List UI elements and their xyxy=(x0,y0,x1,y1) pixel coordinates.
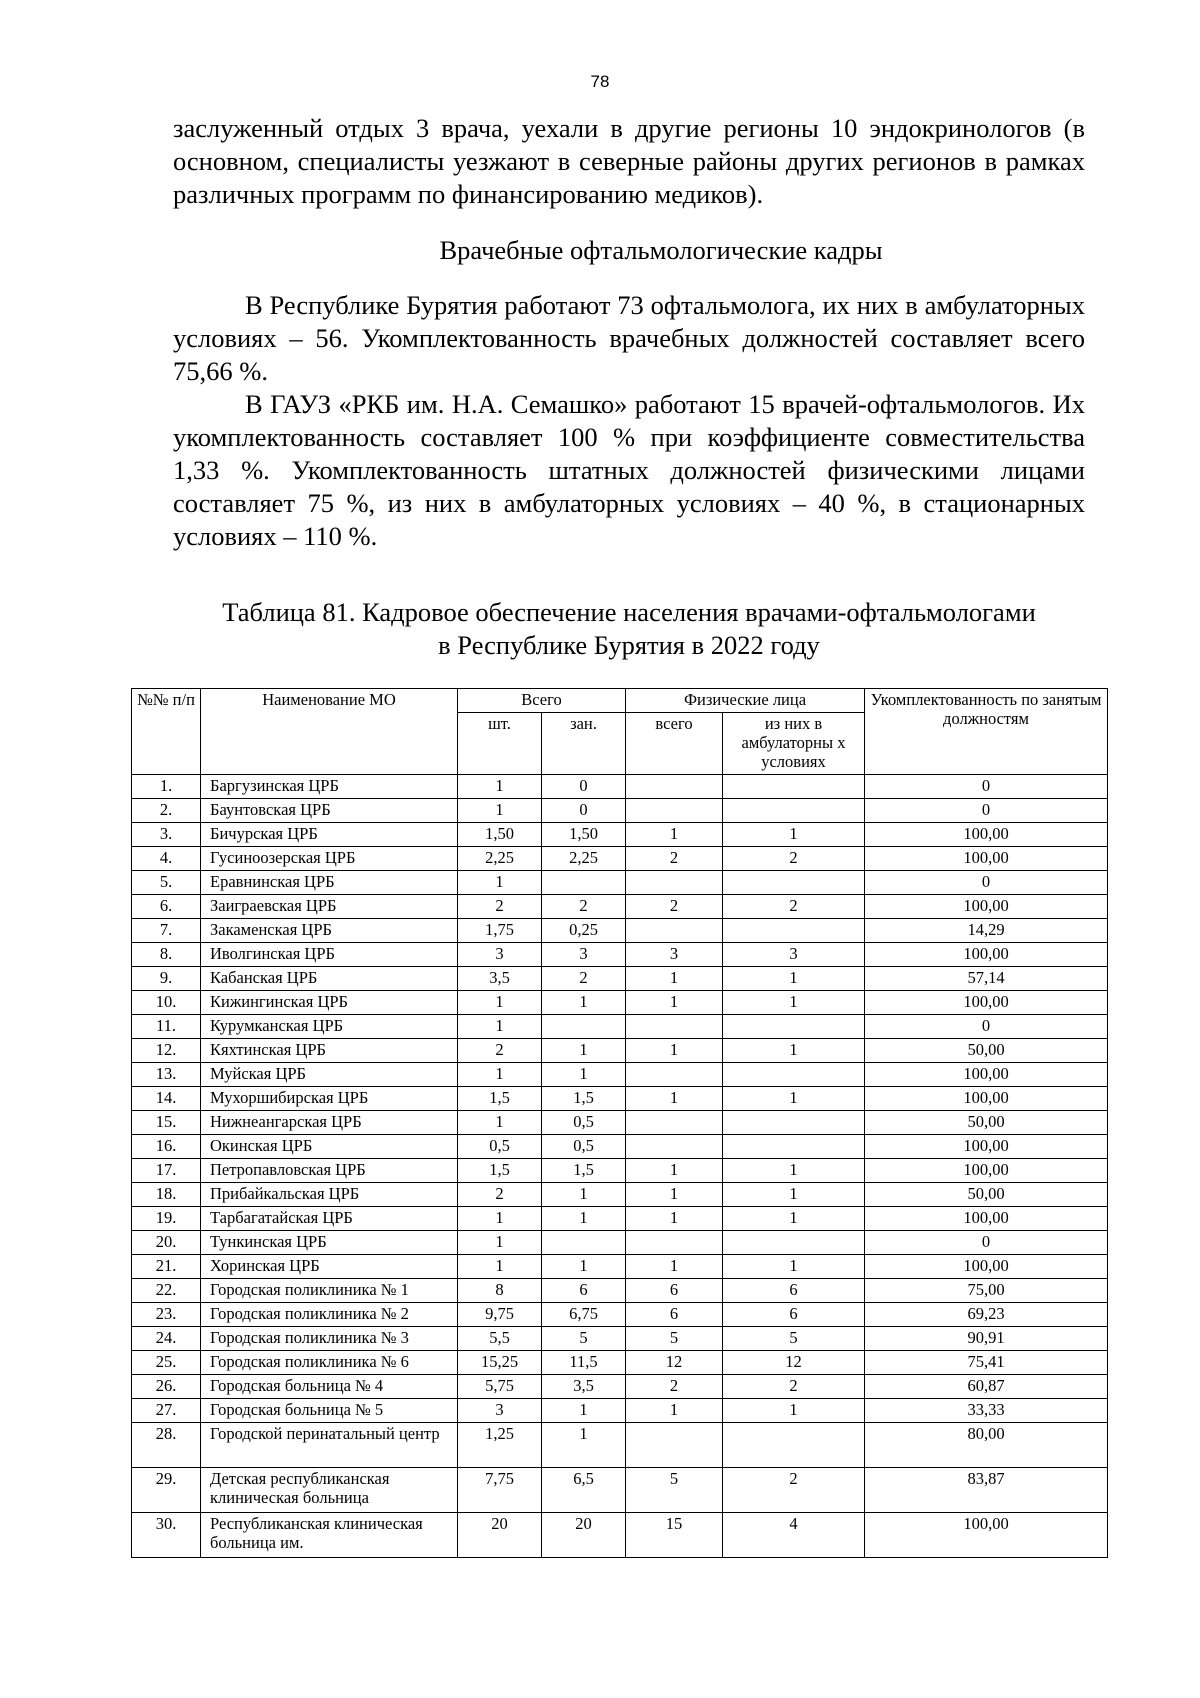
row-number: 27. xyxy=(132,1399,201,1423)
row-physical-all: 1 xyxy=(626,1039,723,1063)
row-total-occupied: 2 xyxy=(542,895,626,919)
row-number: 7. xyxy=(132,919,201,943)
row-physical-all xyxy=(626,799,723,823)
row-total-units: 1,50 xyxy=(458,823,542,847)
row-staffing-percent: 14,29 xyxy=(865,919,1108,943)
row-number: 13. xyxy=(132,1063,201,1087)
row-physical-all xyxy=(626,1423,723,1468)
section-heading: Врачебные офтальмологические кадры xyxy=(439,235,883,265)
table-row xyxy=(132,1375,1108,1399)
row-staffing-percent: 75,00 xyxy=(865,1279,1108,1303)
row-physical-ambulatory: 1 xyxy=(723,1039,865,1063)
row-physical-ambulatory xyxy=(723,1111,865,1135)
row-mo-name: Детская республиканская клиническая больница xyxy=(201,1468,458,1513)
row-total-occupied: 0 xyxy=(542,775,626,799)
row-number: 26. xyxy=(132,1375,201,1399)
row-staffing-percent: 50,00 xyxy=(865,1183,1108,1207)
row-physical-all xyxy=(626,1015,723,1039)
row-number: 16. xyxy=(132,1135,201,1159)
row-total-units: 1 xyxy=(458,1063,542,1087)
row-mo-name: Городская поликлиника № 6 xyxy=(201,1351,458,1375)
table-body xyxy=(132,775,1108,1558)
row-mo-name: Кижингинская ЦРБ xyxy=(201,991,458,1015)
row-staffing-percent: 0 xyxy=(865,1015,1108,1039)
row-number: 3. xyxy=(132,823,201,847)
row-staffing-percent: 50,00 xyxy=(865,1111,1108,1135)
row-total-occupied: 0,25 xyxy=(542,919,626,943)
row-mo-name: Хоринская ЦРБ xyxy=(201,1255,458,1279)
row-mo-name: Городской перинатальный центр xyxy=(201,1423,458,1468)
table-row xyxy=(132,991,1108,1015)
row-physical-ambulatory xyxy=(723,1231,865,1255)
row-staffing-percent: 69,23 xyxy=(865,1303,1108,1327)
table-row xyxy=(132,943,1108,967)
row-mo-name: Городская поликлиника № 1 xyxy=(201,1279,458,1303)
row-physical-ambulatory xyxy=(723,1063,865,1087)
row-staffing-percent: 100,00 xyxy=(865,847,1108,871)
table-row xyxy=(132,847,1108,871)
table-row xyxy=(132,871,1108,895)
row-number: 24. xyxy=(132,1327,201,1351)
row-total-units: 1 xyxy=(458,1015,542,1039)
row-total-units: 1 xyxy=(458,991,542,1015)
row-physical-ambulatory xyxy=(723,1015,865,1039)
row-staffing-percent: 57,14 xyxy=(865,967,1108,991)
row-staffing-percent: 100,00 xyxy=(865,1207,1108,1231)
row-total-units: 2,25 xyxy=(458,847,542,871)
row-total-units: 1 xyxy=(458,1231,542,1255)
row-number: 10. xyxy=(132,991,201,1015)
row-physical-all: 1 xyxy=(626,1399,723,1423)
row-mo-name: Окинская ЦРБ xyxy=(201,1135,458,1159)
row-total-units: 1,5 xyxy=(458,1087,542,1111)
row-total-occupied: 5 xyxy=(542,1327,626,1351)
table-row xyxy=(132,1303,1108,1327)
row-total-units: 1,75 xyxy=(458,919,542,943)
row-total-occupied xyxy=(542,1231,626,1255)
header-physical-persons: Физические лица xyxy=(626,689,865,713)
row-physical-all: 6 xyxy=(626,1303,723,1327)
row-mo-name: Республиканская клиническая больница им. xyxy=(201,1513,458,1558)
row-staffing-percent: 33,33 xyxy=(865,1399,1108,1423)
row-number: 4. xyxy=(132,847,201,871)
row-mo-name: Муйская ЦРБ xyxy=(201,1063,458,1087)
row-physical-all: 3 xyxy=(626,943,723,967)
table-row xyxy=(132,1087,1108,1111)
table-row xyxy=(132,1111,1108,1135)
table-row xyxy=(132,1399,1108,1423)
row-physical-ambulatory: 12 xyxy=(723,1351,865,1375)
row-number: 9. xyxy=(132,967,201,991)
row-total-occupied: 1 xyxy=(542,1255,626,1279)
row-total-units: 8 xyxy=(458,1279,542,1303)
row-total-units: 20 xyxy=(458,1513,542,1558)
table-row xyxy=(132,1015,1108,1039)
paragraph-rkb-semashko: В ГАУЗ «РКБ им. Н.А. Семашко» работают 15 врачей-офтальмологов. Их укомплектованность составляет 100 % при коэффициенте совместительства 1,33 %. Укомплектованность штатных должностей физическими лицами составляет 75 %, из них в амбулаторных условиях – 40 %, в стационарных условиях – 110 %. xyxy=(173,389,1085,551)
row-physical-ambulatory: 1 xyxy=(723,1087,865,1111)
row-physical-ambulatory: 2 xyxy=(723,847,865,871)
table-caption-line-2: в Республике Бурятия в 2022 году xyxy=(438,630,820,660)
document-body xyxy=(173,112,1085,662)
row-total-occupied xyxy=(542,871,626,895)
row-staffing-percent: 75,41 xyxy=(865,1351,1108,1375)
row-physical-ambulatory xyxy=(723,799,865,823)
row-mo-name: Баргузинская ЦРБ xyxy=(201,775,458,799)
row-number: 1. xyxy=(132,775,201,799)
table-row xyxy=(132,1063,1108,1087)
row-total-occupied: 0,5 xyxy=(542,1135,626,1159)
header-staffing: Укомплектованность по занятым должностям xyxy=(865,689,1108,775)
row-physical-ambulatory: 1 xyxy=(723,823,865,847)
row-number: 14. xyxy=(132,1087,201,1111)
table-row xyxy=(132,1279,1108,1303)
row-physical-ambulatory: 1 xyxy=(723,991,865,1015)
row-mo-name: Баунтовская ЦРБ xyxy=(201,799,458,823)
row-number: 18. xyxy=(132,1183,201,1207)
row-mo-name: Нижнеангарская ЦРБ xyxy=(201,1111,458,1135)
paragraph-continuation: заслуженный отдых 3 врача, уехали в другие регионы 10 эндокринологов (в основном, специалисты уезжают в северные районы других регионов в рамках различных программ по финансированию медиков). xyxy=(173,113,1085,209)
row-total-units: 1 xyxy=(458,1207,542,1231)
row-physical-all: 12 xyxy=(626,1351,723,1375)
row-number: 11. xyxy=(132,1015,201,1039)
row-physical-ambulatory xyxy=(723,1423,865,1468)
row-total-occupied: 1,50 xyxy=(542,823,626,847)
row-staffing-percent: 90,91 xyxy=(865,1327,1108,1351)
row-staffing-percent: 50,00 xyxy=(865,1039,1108,1063)
row-total-occupied xyxy=(542,1015,626,1039)
row-physical-ambulatory xyxy=(723,871,865,895)
row-physical-all: 1 xyxy=(626,1159,723,1183)
row-total-units: 1 xyxy=(458,871,542,895)
row-mo-name: Прибайкальская ЦРБ xyxy=(201,1183,458,1207)
row-mo-name: Городская поликлиника № 3 xyxy=(201,1327,458,1351)
row-number: 6. xyxy=(132,895,201,919)
row-physical-ambulatory: 3 xyxy=(723,943,865,967)
row-physical-all: 1 xyxy=(626,1183,723,1207)
row-number: 25. xyxy=(132,1351,201,1375)
row-total-units: 0,5 xyxy=(458,1135,542,1159)
row-physical-all xyxy=(626,1063,723,1087)
row-total-occupied: 6,75 xyxy=(542,1303,626,1327)
row-mo-name: Закаменская ЦРБ xyxy=(201,919,458,943)
table-row xyxy=(132,1327,1108,1351)
row-staffing-percent: 0 xyxy=(865,799,1108,823)
row-physical-ambulatory: 6 xyxy=(723,1303,865,1327)
row-staffing-percent: 60,87 xyxy=(865,1375,1108,1399)
row-physical-all xyxy=(626,871,723,895)
row-total-occupied: 6 xyxy=(542,1279,626,1303)
row-total-units: 1 xyxy=(458,775,542,799)
row-mo-name: Городская поликлиника № 2 xyxy=(201,1303,458,1327)
row-number: 5. xyxy=(132,871,201,895)
row-total-occupied: 1 xyxy=(542,1423,626,1468)
row-physical-ambulatory: 1 xyxy=(723,967,865,991)
row-staffing-percent: 100,00 xyxy=(865,1087,1108,1111)
staffing-table xyxy=(131,688,1108,1558)
row-mo-name: Гусиноозерская ЦРБ xyxy=(201,847,458,871)
table-row xyxy=(132,1183,1108,1207)
row-number: 12. xyxy=(132,1039,201,1063)
row-mo-name: Городская больница № 4 xyxy=(201,1375,458,1399)
row-physical-ambulatory: 6 xyxy=(723,1279,865,1303)
row-total-units: 2 xyxy=(458,895,542,919)
row-number: 2. xyxy=(132,799,201,823)
row-mo-name: Городская больница № 5 xyxy=(201,1399,458,1423)
row-mo-name: Бичурская ЦРБ xyxy=(201,823,458,847)
row-total-occupied: 1 xyxy=(542,1207,626,1231)
row-physical-ambulatory xyxy=(723,775,865,799)
header-physical-all: всего xyxy=(626,713,723,775)
row-physical-all: 15 xyxy=(626,1513,723,1558)
row-total-units: 1,25 xyxy=(458,1423,542,1468)
row-number: 28. xyxy=(132,1423,201,1468)
row-number: 15. xyxy=(132,1111,201,1135)
row-total-units: 5,5 xyxy=(458,1327,542,1351)
table-row xyxy=(132,823,1108,847)
table-row xyxy=(132,1231,1108,1255)
table-row xyxy=(132,1207,1108,1231)
row-total-occupied: 2,25 xyxy=(542,847,626,871)
row-total-occupied: 11,5 xyxy=(542,1351,626,1375)
row-total-occupied: 1 xyxy=(542,1183,626,1207)
row-total-occupied: 1,5 xyxy=(542,1087,626,1111)
row-mo-name: Курумканская ЦРБ xyxy=(201,1015,458,1039)
row-total-occupied: 1 xyxy=(542,1039,626,1063)
row-number: 29. xyxy=(132,1468,201,1513)
row-total-occupied: 1,5 xyxy=(542,1159,626,1183)
row-number: 23. xyxy=(132,1303,201,1327)
row-physical-all: 1 xyxy=(626,991,723,1015)
row-staffing-percent: 100,00 xyxy=(865,1159,1108,1183)
row-total-occupied: 1 xyxy=(542,991,626,1015)
table-caption xyxy=(173,596,1085,662)
table-row xyxy=(132,1513,1108,1558)
row-number: 8. xyxy=(132,943,201,967)
row-staffing-percent: 80,00 xyxy=(865,1423,1108,1468)
row-staffing-percent: 100,00 xyxy=(865,1513,1108,1558)
row-number: 22. xyxy=(132,1279,201,1303)
row-physical-ambulatory xyxy=(723,919,865,943)
row-mo-name: Петропавловская ЦРБ xyxy=(201,1159,458,1183)
row-physical-all xyxy=(626,1231,723,1255)
row-physical-all xyxy=(626,1135,723,1159)
row-total-units: 2 xyxy=(458,1183,542,1207)
row-total-occupied: 3,5 xyxy=(542,1375,626,1399)
row-physical-ambulatory: 1 xyxy=(723,1159,865,1183)
row-physical-ambulatory: 1 xyxy=(723,1399,865,1423)
row-staffing-percent: 0 xyxy=(865,1231,1108,1255)
row-staffing-percent: 100,00 xyxy=(865,991,1108,1015)
row-mo-name: Кабанская ЦРБ xyxy=(201,967,458,991)
table-header xyxy=(132,689,1108,775)
table-row xyxy=(132,1039,1108,1063)
row-total-units: 1,5 xyxy=(458,1159,542,1183)
table-row xyxy=(132,1255,1108,1279)
row-staffing-percent: 0 xyxy=(865,871,1108,895)
row-total-occupied: 0 xyxy=(542,799,626,823)
header-total: Всего xyxy=(458,689,626,713)
row-total-units: 3,5 xyxy=(458,967,542,991)
table-row xyxy=(132,799,1108,823)
row-staffing-percent: 100,00 xyxy=(865,1135,1108,1159)
row-physical-all: 2 xyxy=(626,895,723,919)
page-number: 78 xyxy=(590,72,610,91)
row-physical-all xyxy=(626,919,723,943)
row-mo-name: Иволгинская ЦРБ xyxy=(201,943,458,967)
row-total-units: 1 xyxy=(458,1111,542,1135)
table-row xyxy=(132,967,1108,991)
row-staffing-percent: 100,00 xyxy=(865,823,1108,847)
row-physical-ambulatory: 1 xyxy=(723,1207,865,1231)
row-staffing-percent: 100,00 xyxy=(865,1063,1108,1087)
row-total-occupied: 20 xyxy=(542,1513,626,1558)
row-number: 30. xyxy=(132,1513,201,1558)
row-number: 19. xyxy=(132,1207,201,1231)
row-total-occupied: 3 xyxy=(542,943,626,967)
row-total-units: 3 xyxy=(458,943,542,967)
row-physical-all: 1 xyxy=(626,1207,723,1231)
table-caption-line-1: Таблица 81. Кадровое обеспечение населения врачами-офтальмологами xyxy=(222,597,1036,627)
row-physical-all: 1 xyxy=(626,1087,723,1111)
row-staffing-percent: 100,00 xyxy=(865,943,1108,967)
row-physical-all: 2 xyxy=(626,847,723,871)
row-total-units: 3 xyxy=(458,1399,542,1423)
row-staffing-percent: 100,00 xyxy=(865,1255,1108,1279)
table-row xyxy=(132,1159,1108,1183)
row-total-units: 5,75 xyxy=(458,1375,542,1399)
row-physical-all: 1 xyxy=(626,1255,723,1279)
row-physical-ambulatory: 2 xyxy=(723,1375,865,1399)
row-total-units: 1 xyxy=(458,1255,542,1279)
row-physical-all: 1 xyxy=(626,823,723,847)
row-total-occupied: 6,5 xyxy=(542,1468,626,1513)
header-physical-ambulatory: из них в амбулаторны х условиях xyxy=(723,713,865,775)
header-name: Наименование МО xyxy=(201,689,458,775)
row-physical-all: 5 xyxy=(626,1327,723,1351)
table-row xyxy=(132,895,1108,919)
row-physical-all: 2 xyxy=(626,1375,723,1399)
row-number: 21. xyxy=(132,1255,201,1279)
row-total-occupied: 1 xyxy=(542,1063,626,1087)
row-mo-name: Тарбагатайская ЦРБ xyxy=(201,1207,458,1231)
row-physical-all xyxy=(626,1111,723,1135)
table-row xyxy=(132,919,1108,943)
row-physical-ambulatory: 5 xyxy=(723,1327,865,1351)
row-physical-ambulatory: 1 xyxy=(723,1255,865,1279)
row-total-units: 7,75 xyxy=(458,1468,542,1513)
header-total-units: шт. xyxy=(458,713,542,775)
row-mo-name: Кяхтинская ЦРБ xyxy=(201,1039,458,1063)
header-total-occupied: зан. xyxy=(542,713,626,775)
row-physical-ambulatory xyxy=(723,1135,865,1159)
table-row xyxy=(132,1351,1108,1375)
row-mo-name: Еравнинская ЦРБ xyxy=(201,871,458,895)
row-number: 20. xyxy=(132,1231,201,1255)
row-mo-name: Мухоршибирская ЦРБ xyxy=(201,1087,458,1111)
row-physical-all xyxy=(626,775,723,799)
row-number: 17. xyxy=(132,1159,201,1183)
row-physical-ambulatory: 1 xyxy=(723,1183,865,1207)
table-row xyxy=(132,1468,1108,1513)
row-mo-name: Тункинская ЦРБ xyxy=(201,1231,458,1255)
row-total-occupied: 1 xyxy=(542,1399,626,1423)
row-physical-ambulatory: 4 xyxy=(723,1513,865,1558)
row-total-units: 15,25 xyxy=(458,1351,542,1375)
table-row xyxy=(132,1135,1108,1159)
row-physical-all: 6 xyxy=(626,1279,723,1303)
row-staffing-percent: 83,87 xyxy=(865,1468,1108,1513)
row-staffing-percent: 100,00 xyxy=(865,895,1108,919)
row-mo-name: Заиграевская ЦРБ xyxy=(201,895,458,919)
row-staffing-percent: 0 xyxy=(865,775,1108,799)
row-total-units: 1 xyxy=(458,799,542,823)
row-physical-ambulatory: 2 xyxy=(723,1468,865,1513)
table-row xyxy=(132,775,1108,799)
row-total-units: 2 xyxy=(458,1039,542,1063)
row-total-occupied: 2 xyxy=(542,967,626,991)
paragraph-ophthalmologists-count: В Республике Бурятия работают 73 офтальмолога, их них в амбулаторных условиях – 56. Укомплектованность врачебных должностей составляет всего 75,66 %. xyxy=(173,290,1085,386)
row-physical-all: 5 xyxy=(626,1468,723,1513)
table-row xyxy=(132,1423,1108,1468)
row-physical-ambulatory: 2 xyxy=(723,895,865,919)
header-num: №№ п/п xyxy=(132,689,201,775)
row-total-occupied: 0,5 xyxy=(542,1111,626,1135)
row-total-units: 9,75 xyxy=(458,1303,542,1327)
row-physical-all: 1 xyxy=(626,967,723,991)
